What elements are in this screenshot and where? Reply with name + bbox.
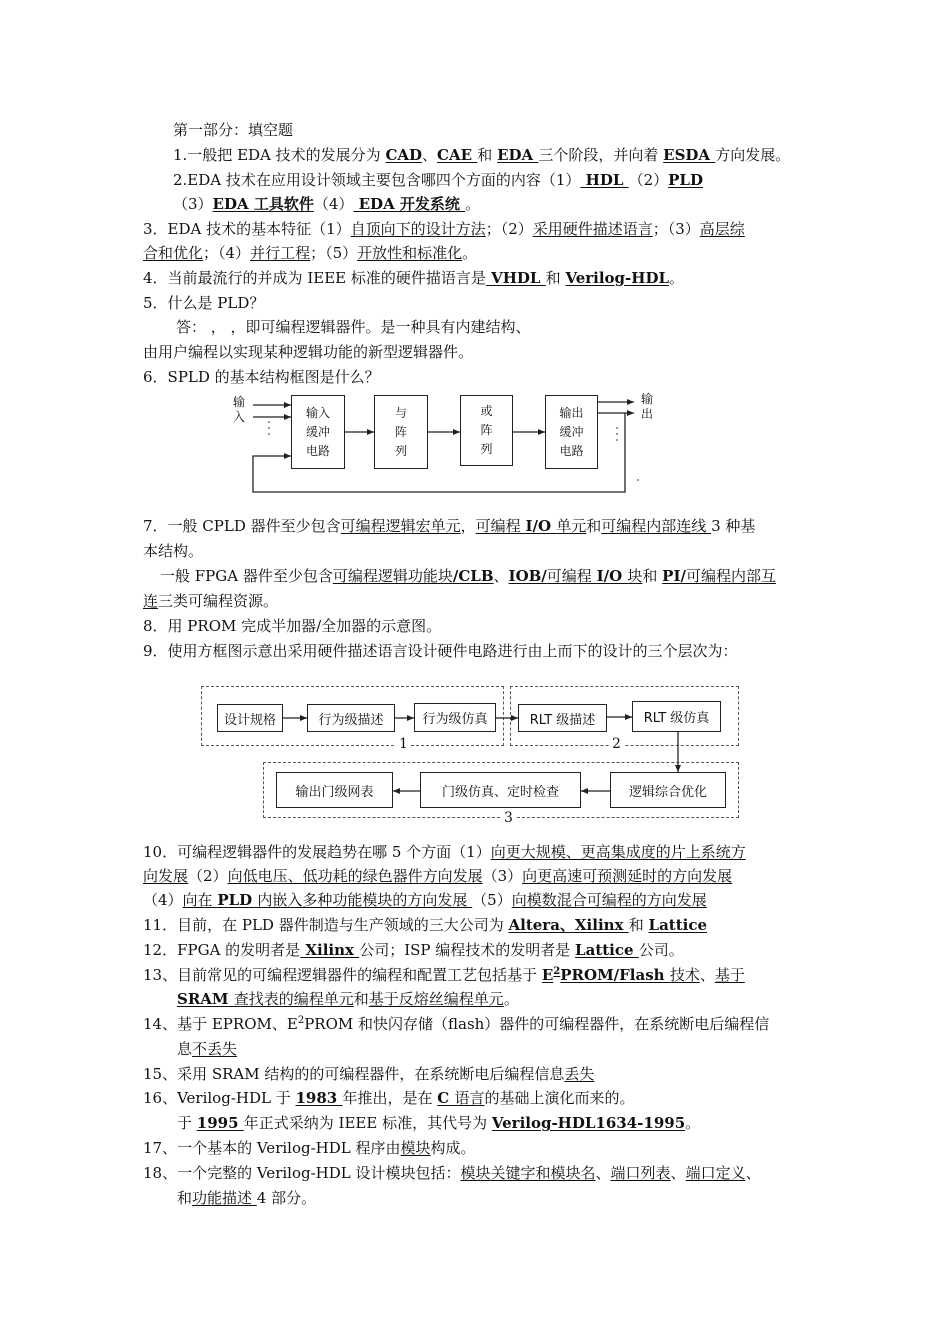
question-3-cont: 合和优化；（4）并行工程；（5）开放性和标准化。 [143, 244, 478, 262]
q2-answer-eda-system: EDA 开发系统 [353, 195, 466, 213]
q1-answer-cae: CAE [437, 146, 478, 164]
question-10-cont: 向发展（2）向低电压、低功耗的绿色器件方向发展（3）向更高速可预测延时的方向发展 [143, 867, 733, 885]
behavior-description-box: 行为级描述 [307, 704, 395, 732]
gate-netlist-output-box: 输出门级网表 [276, 772, 393, 808]
question-17: 17、一个基本的 Verilog-HDL 程序由模块构成。 [143, 1139, 476, 1157]
spld-input-buffer: 输入 缓冲 电路 [291, 395, 345, 469]
question-18-cont: 和功能描述 4 部分。 [177, 1189, 317, 1207]
spld-output-label: 输 出 [641, 392, 654, 421]
question-14: 14、基于 EPROM、$E^2PROM$ 和快闪存储（flash）器件的可编程器件，在系统断电后编程信 [143, 1015, 770, 1033]
q1-answer-esda: ESDA [663, 146, 716, 164]
question-8: 8．用 PROM 完成半加器/全加器的示意图。 [143, 617, 442, 635]
spld-and-array: 与 阵 列 [374, 395, 428, 469]
design-spec-box: 设计规格 [217, 704, 283, 732]
question-5-answer-cont: 由用户编程以实现某种逻辑功能的新型逻辑器件。 [143, 343, 474, 361]
question-13: 13、目前常见的可编程逻辑器件的编程和配置工艺包括基于 $E^2PROM$/Flash 技术、基于 [143, 966, 745, 984]
question-7b: 一般 FPGA 器件至少包含可编程逻辑功能块/CLB、IOB/可编程 I/O 块和 PI/可编程内部互 [160, 567, 776, 585]
question-6: 6．SPLD 的基本结构框图是什么？ [143, 368, 380, 386]
gate-simulation-box: 门级仿真、定时检查 [420, 772, 581, 808]
q2-answer-pld: PLD [668, 171, 703, 189]
question-18: 18、一个完整的 Verilog-HDL 设计模块包括：模块关键字和模块名、端口列表、端口定义、 [143, 1164, 761, 1182]
question-1: 1.一般把 EDA 技术的发展分为 CAD、CAE 和 EDA 三个阶段，并向着 ESDA 方向发展。 [173, 146, 791, 164]
question-13-cont: SRAM 查找表的编程单元和基于反熔丝编程单元。 [177, 990, 519, 1008]
level-1-number: 1 [396, 736, 411, 752]
question-3: 3．EDA 技术的基本特征（1）自顶向下的设计方法；（2）采用硬件描述语言；（3）高层综 [143, 220, 745, 238]
section-title: 第一部分：填空题 [173, 121, 294, 139]
q2-answer-hdl: HDL [580, 171, 629, 189]
question-15: 15、采用 SRAM 结构的的可编程器件，在系统断电后编程信息丢失 [143, 1065, 595, 1083]
question-2-cont: （3）EDA 工具软件（4） EDA 开发系统 。 [173, 195, 481, 213]
rtl-description-box: RLT 级描述 [518, 704, 607, 732]
question-10: 10．可编程逻辑器件的发展趋势在哪 5 个方面（1）向更大规模、更高集成度的片上系统方 [143, 843, 746, 861]
question-14-cont: 息不丢失 [177, 1040, 238, 1058]
level-3-number: 3 [501, 810, 516, 826]
question-16-cont: 于 1995 年正式采纳为 IEEE 标准，其代号为 Verilog-HDL1634-1995。 [177, 1114, 701, 1132]
spld-input-label: 输 入 [233, 395, 246, 424]
question-7: 7．一般 CPLD 器件至少包含可编程逻辑宏单元，可编程 I/O 单元和可编程内部连线 3 种基 [143, 517, 756, 535]
question-2: 2.EDA 技术在应用设计领域主要包含哪四个方面的内容（1） HDL （2）PLD [173, 171, 703, 189]
question-12: 12．FPGA 的发明者是 Xilinx 公司；ISP 编程技术的发明者是 Lattice 公司。 [143, 941, 684, 959]
spld-output-buffer: 输出 缓冲 电路 [545, 395, 598, 469]
question-10-cont2: （4）向在 PLD 内嵌入多种功能模块的方向发展 （5）向模数混合可编程的方向发展 [143, 891, 707, 909]
question-9: 9．使用方框图示意出采用硬件描述语言设计硬件电路进行由上而下的设计的三个层次为： [143, 642, 738, 660]
question-4: 4．当前最流行的并成为 IEEE 标准的硬件描语言是 VHDL 和 Verilog-HDL。 [143, 269, 685, 287]
rtl-simulation-box: RLT 级仿真 [632, 701, 721, 732]
question-16: 16、Verilog-HDL 于 1983 年推出，是在 C 语言的基础上演化而来的。 [143, 1089, 635, 1107]
question-5: 5．什么是 PLD？ [143, 294, 265, 312]
logic-synthesis-box: 逻辑综合优化 [610, 772, 726, 808]
behavior-simulation-box: 行为级仿真 [414, 703, 496, 732]
q1-answer-eda: EDA [497, 146, 539, 164]
spld-or-array: 或 阵 列 [460, 395, 513, 466]
question-7b-cont: 连三类可编程资源。 [143, 592, 279, 610]
q2-answer-eda-tools: EDA 工具软件 [212, 195, 314, 213]
q1-text: 1.一般把 EDA 技术的发展分为 [173, 146, 386, 164]
question-5-answer: 答： ， ，即可编程逻辑器件。是一种具有内建结构、 [176, 318, 531, 336]
question-11: 11．目前，在 PLD 器件制造与生产领域的三大公司为 Altera、Xilinx 和 Lattice [143, 916, 708, 934]
level-2-number: 2 [609, 736, 624, 752]
question-7-cont: 本结构。 [143, 542, 204, 560]
q1-answer-cad: CAD [385, 146, 423, 164]
